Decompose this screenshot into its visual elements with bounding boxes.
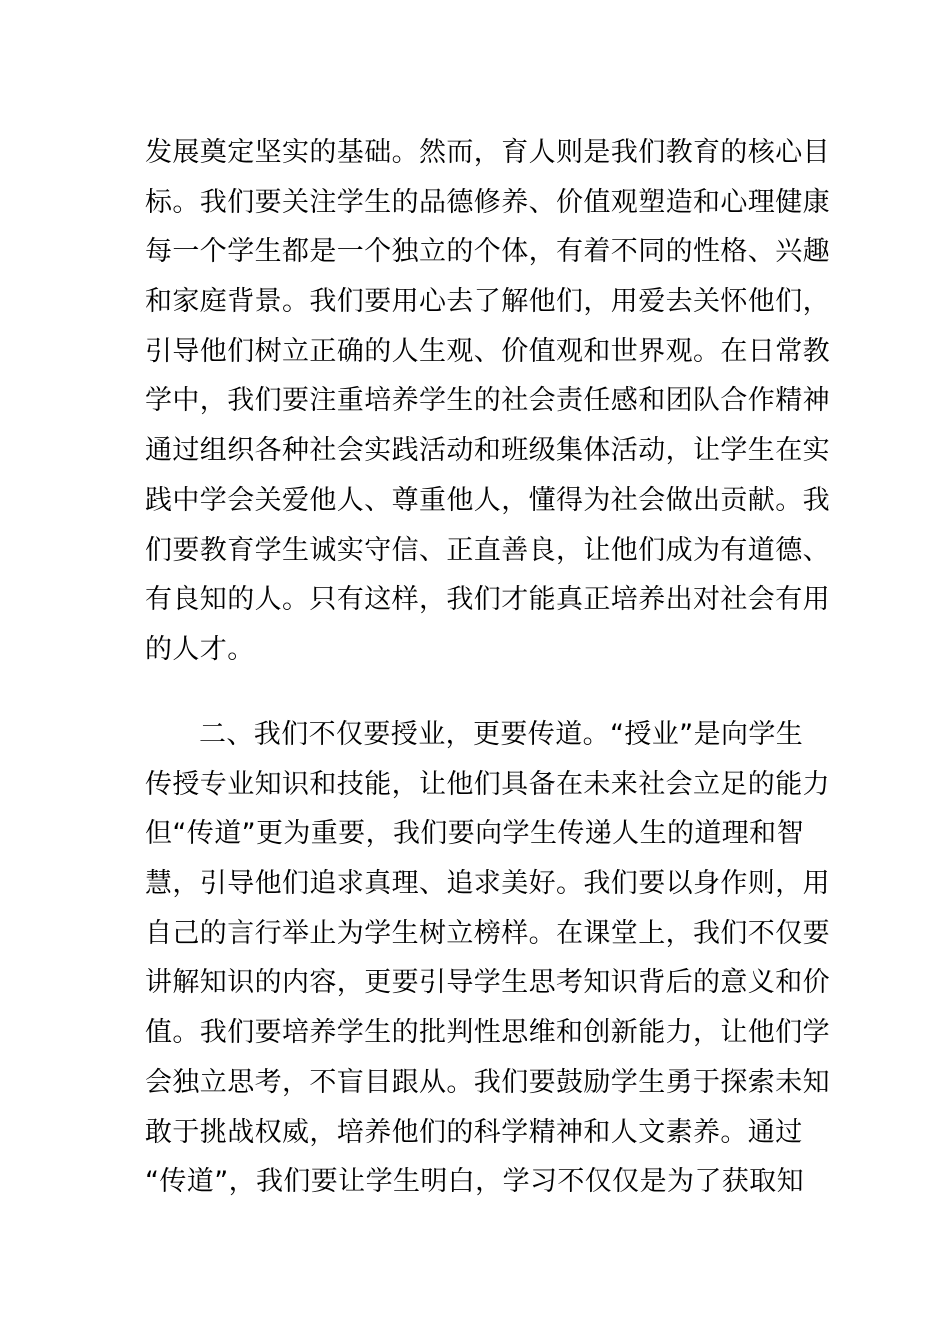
text-line: 有良知的人。只有这样，我们才能真正培养出对社会有用 — [145, 584, 830, 616]
text-line: 但“传道”更为重要，我们要向学生传递人生的道理和智 — [145, 818, 804, 850]
text-line: 引导他们树立正确的人生观、价值观和世界观。在日常教 — [145, 335, 830, 367]
text-line: 标。我们要关注学生的品德修养、价值观塑造和心理健康 — [145, 186, 830, 218]
text-line: 通过组织各种社会实践活动和班级集体活动，让学生在实 — [145, 435, 830, 467]
text-line: 自己的言行举止为学生树立榜样。在课堂上，我们不仅要 — [145, 917, 830, 949]
text-line: 学中，我们要注重培养学生的社会责任感和团队合作精神 — [145, 385, 830, 417]
text-line: “传道”，我们要让学生明白，学习不仅仅是为了获取知 — [145, 1166, 804, 1198]
text-line: 值。我们要培养学生的批判性思维和创新能力，让他们学 — [145, 1017, 830, 1049]
text-line: 的人才。 — [145, 633, 255, 665]
text-line: 发展奠定坚实的基础。然而，育人则是我们教育的核心目 — [145, 137, 830, 168]
section-heading-line: 二、我们不仅要授业，更要传道。“授业”是向学生 — [199, 719, 804, 750]
text-line: 每一个学生都是一个独立的个体，有着不同的性格、兴趣 — [145, 236, 830, 268]
paragraph-1 — [145, 128, 830, 675]
text-line: 践中学会关爱他人、尊重他人，懂得为社会做出贡献。我 — [145, 484, 830, 516]
text-line: 们要教育学生诚实守信、正直善良，让他们成为有道德、 — [145, 534, 830, 566]
text-line: 会独立思考，不盲目跟从。我们要鼓励学生勇于探索未知 — [145, 1066, 830, 1098]
paragraph-2 — [145, 710, 830, 1207]
text-line: 慧，引导他们追求真理、追求美好。我们要以身作则，用 — [145, 868, 830, 900]
text-line: 传授专业知识和技能，让他们具备在未来社会立足的能力 — [145, 768, 830, 800]
text-line: 和家庭背景。我们要用心去了解他们，用爱去关怀他们， — [145, 286, 830, 318]
text-line: 敢于挑战权威，培养他们的科学精神和人文素养。通过 — [145, 1116, 803, 1148]
text-line: 讲解知识的内容，更要引导学生思考知识背后的意义和价 — [145, 967, 830, 999]
